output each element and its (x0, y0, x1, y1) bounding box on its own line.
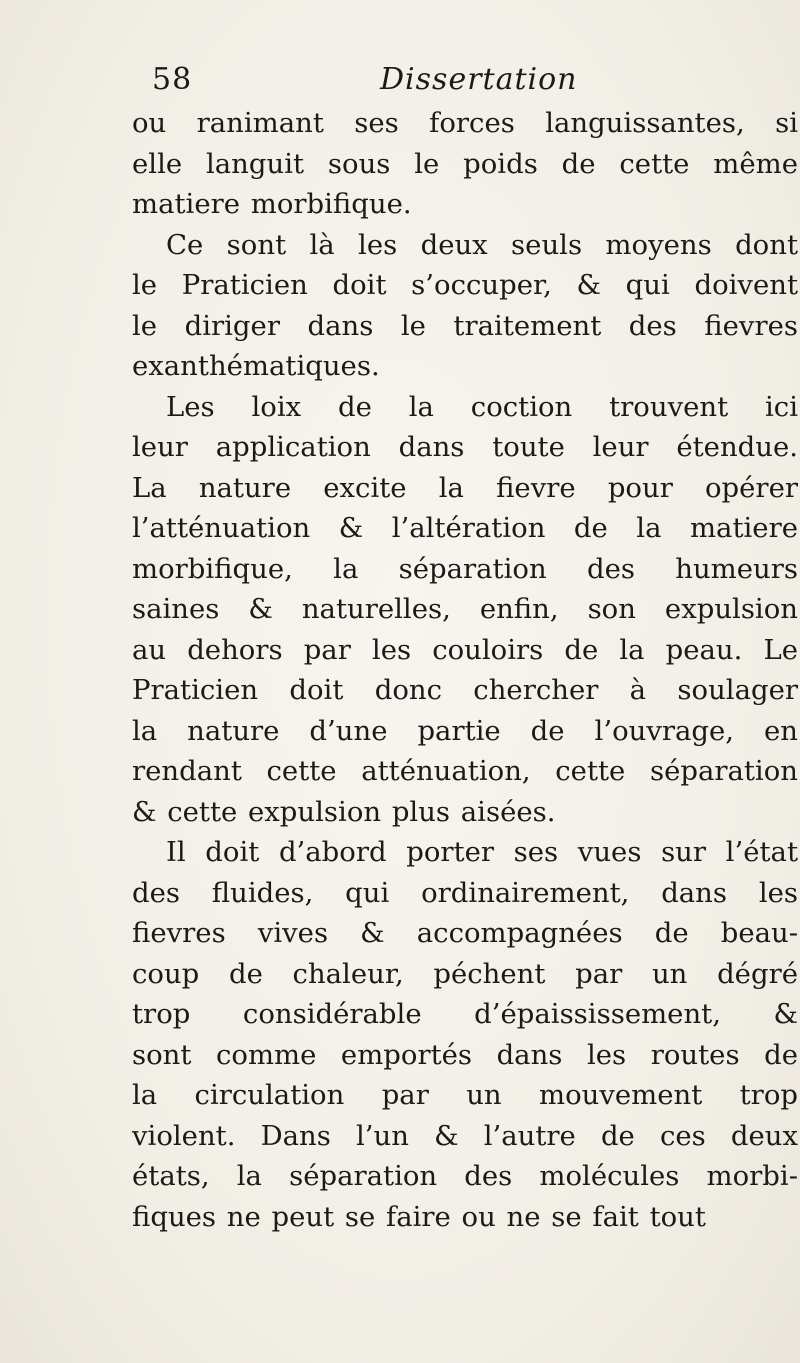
text-line: états, la séparation des molécules morbi- (132, 1160, 798, 1192)
text-line: morbifique, la séparation des humeurs (132, 552, 798, 585)
text-line: la circulation par un mouvement trop (132, 1079, 798, 1111)
text-line: fiques ne peut se faire ou ne se fait tout (132, 1200, 706, 1233)
text-line: violent. Dans l’un & l’autre de ces deux (132, 1119, 798, 1152)
text-line: saines & naturelles, enfin, son expulsion (132, 593, 798, 625)
text-line: matiere morbifique. (132, 188, 412, 220)
body-text (132, 103, 798, 1237)
text-line: l’atténuation & l’altération de la matiere (132, 512, 798, 544)
text-line: trop considérable d’épaississement, & (132, 998, 798, 1030)
text-line: elle languit sous le poids de cette même (132, 147, 798, 180)
text-line: des fluides, qui ordinairement, dans les (132, 876, 798, 909)
text-line: rendant cette atténuation, cette séparation (132, 755, 798, 787)
text-line: la nature d’une partie de l’ouvrage, en (132, 714, 798, 747)
text-line: Les loix de la coction trouvent ici (166, 390, 798, 423)
text-line: Ce sont là les deux seuls moyens dont (166, 228, 798, 261)
text-line: le Praticien doit s’occuper, & qui doivent (132, 269, 798, 301)
text-line: fievres vives & accompagnées de beau- (132, 917, 798, 949)
text-line: ou ranimant ses forces languissantes, si (132, 107, 798, 139)
text-line: Praticien doit donc chercher à soulager (132, 674, 798, 706)
text-line: & cette expulsion plus aisées. (132, 795, 556, 828)
text-line: au dehors par les couloirs de la peau. Le (132, 633, 798, 666)
text-line: sont comme emportés dans les routes de (132, 1038, 798, 1071)
text-line: le diriger dans le traitement des fievres (132, 309, 798, 342)
text-line: Il doit d’abord porter ses vues sur l’état (166, 836, 798, 868)
page-header (152, 62, 672, 102)
text-line: leur application dans toute leur étendue. (132, 431, 798, 463)
text-line: exanthématiques. (132, 350, 380, 382)
page-number: 58 (152, 62, 193, 97)
running-title: Dissertation (380, 62, 578, 97)
text-line: La nature excite la fievre pour opérer (132, 471, 798, 504)
text-line: coup de chaleur, péchent par un dégré (132, 957, 798, 990)
